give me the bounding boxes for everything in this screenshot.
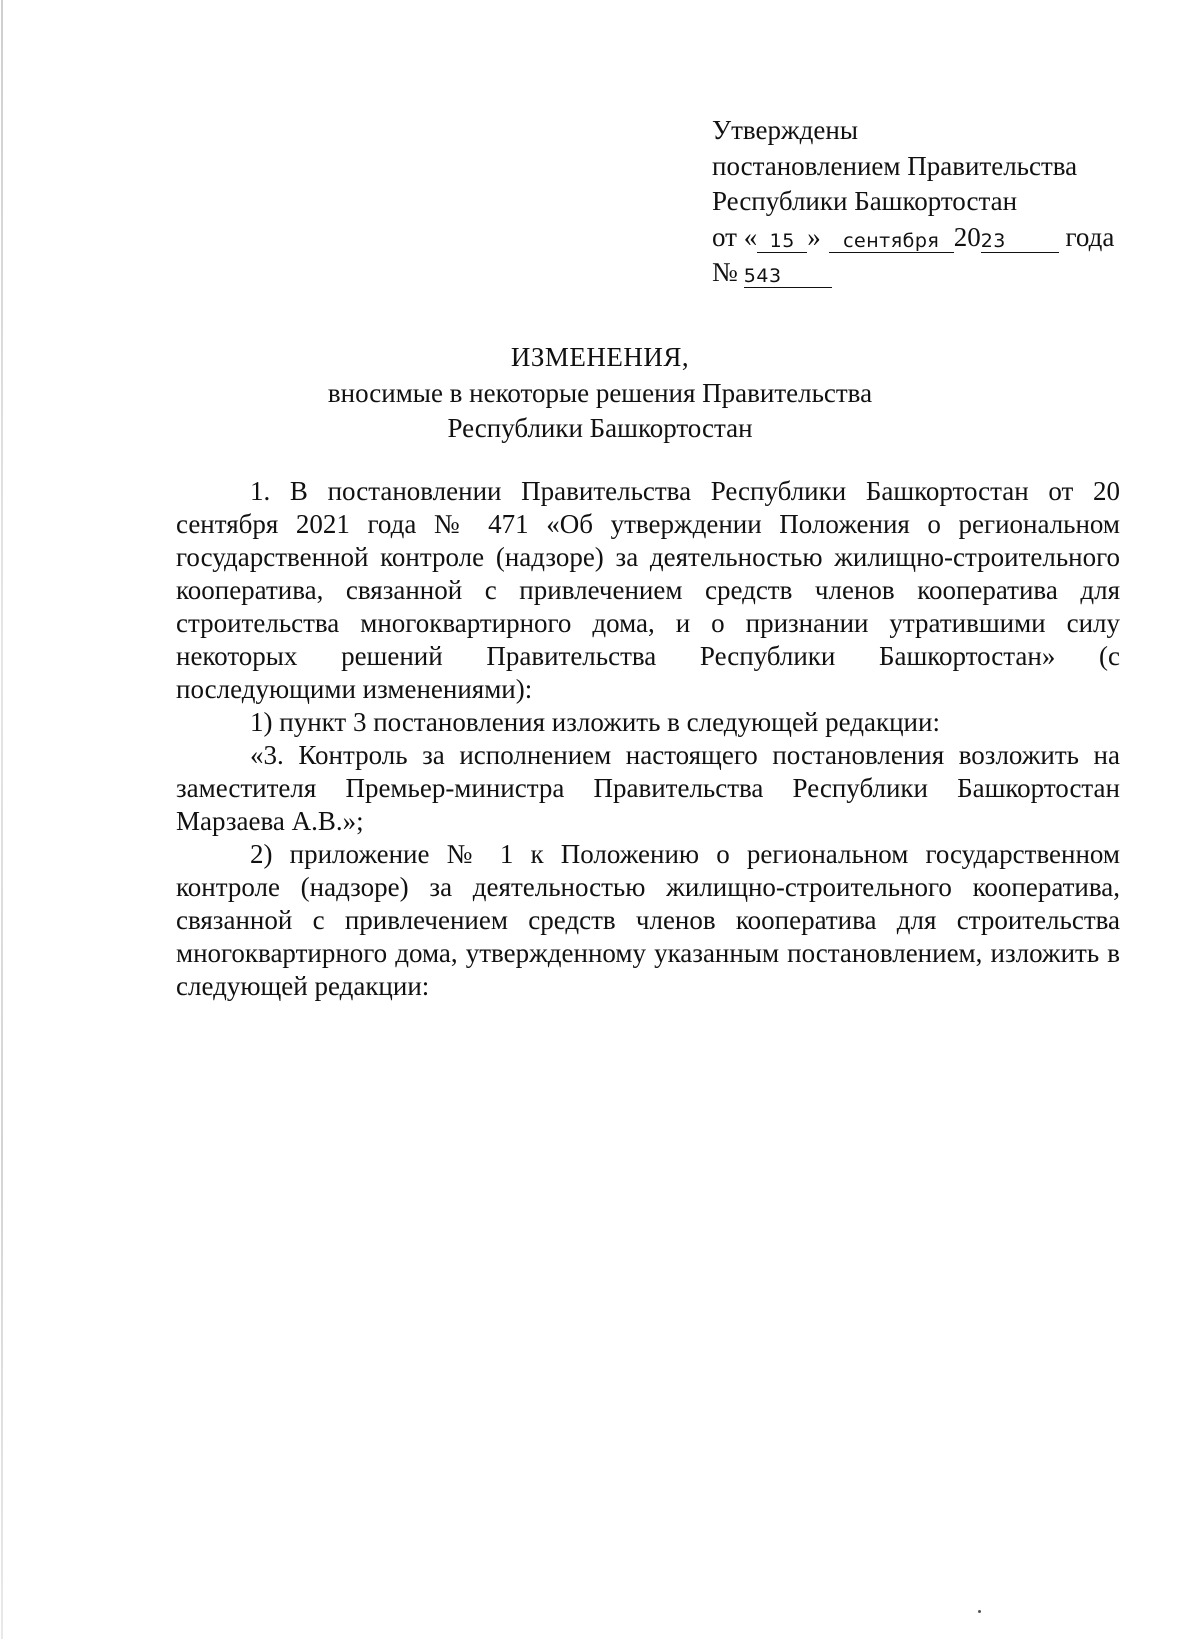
year-prefix: 20 bbox=[953, 221, 981, 252]
title-subtitle-line-1: вносимые в некоторые решения Правительства bbox=[327, 377, 873, 408]
paragraph-2: 1) пункт 3 постановления изложить в следующей редакции: bbox=[250, 707, 940, 737]
document-title bbox=[0, 340, 1200, 447]
date-day-field bbox=[757, 225, 807, 253]
document-body bbox=[176, 475, 1120, 1003]
date-year-suffix: 23 bbox=[980, 229, 1006, 252]
number-field bbox=[744, 260, 832, 288]
approval-block bbox=[712, 113, 1114, 291]
paragraph-1: 1. В постановлении Правительства Республики Башкортостан от 20 сентября 2021 года № 471 «Об утверждении Положения о региональном государственной контроле (надзоре) за деятельностью жилищно-строительного кооператива, связанной с привлечением средств членов кооператива для строительства многоквартирного дома, и о признании утратившими силу некоторых решений Правительства Республики Башкортостан» (с последующими изменениями): bbox=[176, 476, 1120, 704]
date-prefix: от « bbox=[712, 221, 758, 252]
date-month: сентября bbox=[843, 229, 940, 252]
title-subtitle-line-2: Республики Башкортостан bbox=[447, 413, 753, 443]
scan-edge bbox=[1, 0, 3, 1639]
title-heading: ИЗМЕНЕНИЯ, bbox=[510, 342, 690, 372]
date-month-field bbox=[829, 225, 954, 253]
approval-line-3: Республики Башкортостан bbox=[712, 186, 1018, 216]
approval-date-line bbox=[712, 220, 1114, 256]
approval-line-1: Утверждены bbox=[712, 115, 858, 145]
date-mid: » bbox=[807, 221, 821, 252]
document-number: 543 bbox=[743, 265, 782, 287]
approval-line-2: постановлением Правительства bbox=[712, 150, 1078, 181]
paragraph-3: «3. Контроль за исполнением настоящего постановления возложить на заместителя Премьер-министра Правительства Республики Башкортостан Марзаева А.В.»; bbox=[176, 740, 1120, 836]
date-year-field bbox=[981, 225, 1059, 253]
approval-number-line bbox=[712, 255, 1114, 291]
paragraph-4: 2) приложение № 1 к Положению о региональном государственном контроле (надзоре) за деятельностью жилищно-строительного кооператива, связанной с привлечением средств членов кооператива для строительства многоквартирного дома, утвержденному указанным постановлением, изложить в следующей редакции: bbox=[176, 839, 1120, 1001]
date-day: 15 bbox=[769, 229, 795, 252]
scan-speck bbox=[978, 1610, 981, 1613]
number-prefix: № bbox=[712, 257, 738, 287]
date-suffix: года bbox=[1065, 221, 1115, 252]
